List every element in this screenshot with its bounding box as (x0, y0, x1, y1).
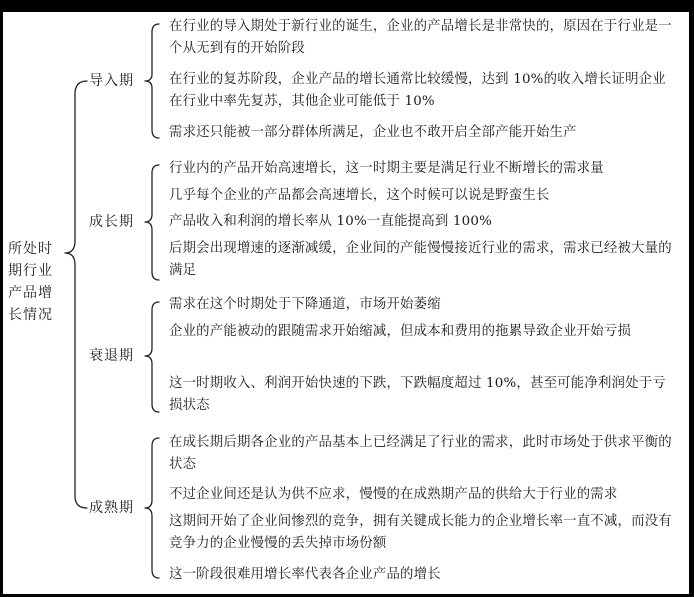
stage-label-decline: 衰退期 (89, 348, 134, 364)
list-item: 行业内的产品开始高速增长，这一时期主要是满足行业不断增长的需求量 (169, 161, 604, 176)
stage-brace-mature (145, 438, 159, 578)
list-item: 这一阶段很难用增长率代表各企业产品的增长 (169, 567, 441, 582)
list-item: 企业的产能被动的跟随需求开始缩减，但成本和费用的拖累导致企业开始亏损 (169, 324, 632, 339)
list-item: 在行业的复苏阶段，企业产品的增长通常比较缓慢，达到 10%的收入增长证明企业在行业中率先复苏，其他企业可能低于 10% (169, 72, 666, 109)
stage-brace-growth (145, 165, 159, 280)
stage-label-intro: 导入期 (89, 73, 134, 89)
list-item: 这期间开始了企业间惨烈的竞争，拥有关键成长能力的企业增长率一直不减，而没有竞争力的企业慢慢的丢失掉市场份额 (169, 514, 672, 551)
root-brace (65, 81, 87, 508)
list-item: 需求还只能被一部分群体所满足，企业也不敢开启全部产能开始生产 (169, 125, 577, 140)
stage-label-growth: 成长期 (89, 214, 134, 230)
stage-label-mature: 成熟期 (89, 500, 134, 516)
list-item: 后期会出现增速的逐渐减缓，企业间的产能慢慢接近行业的需求，需求已经被大量的满足 (169, 241, 672, 278)
list-item: 几乎每个企业的产品都会高速增长，这个时候可以说是野蛮生长 (169, 188, 550, 203)
list-item: 在成长期后期各企业的产品基本上已经满足了行业的需求，此时市场处于供求平衡的状态 (169, 435, 672, 472)
stage-brace-intro (145, 24, 159, 138)
list-item: 在行业的导入期处于新行业的诞生，企业的产品增长是非常快的，原因在于行业是一个从无到有的开始阶段 (169, 19, 672, 56)
mind-map-canvas (3, 12, 689, 594)
list-item: 这一时期收入、利润开始快速的下跌，下跌幅度超过 10%，甚至可能净利润处于亏损状态 (169, 376, 666, 413)
root-label: 所处时期行业产品增长情况 (8, 241, 53, 323)
stage-brace-decline (145, 302, 159, 412)
list-item: 产品收入和利润的增长率从 10%一直能提高到 100% (169, 214, 492, 229)
list-item: 需求在这个时期处于下降通道，市场开始萎缩 (169, 297, 441, 312)
list-item: 不过企业间还是认为供不应求，慢慢的在成熟期产品的供给大于行业的需求 (169, 487, 618, 502)
